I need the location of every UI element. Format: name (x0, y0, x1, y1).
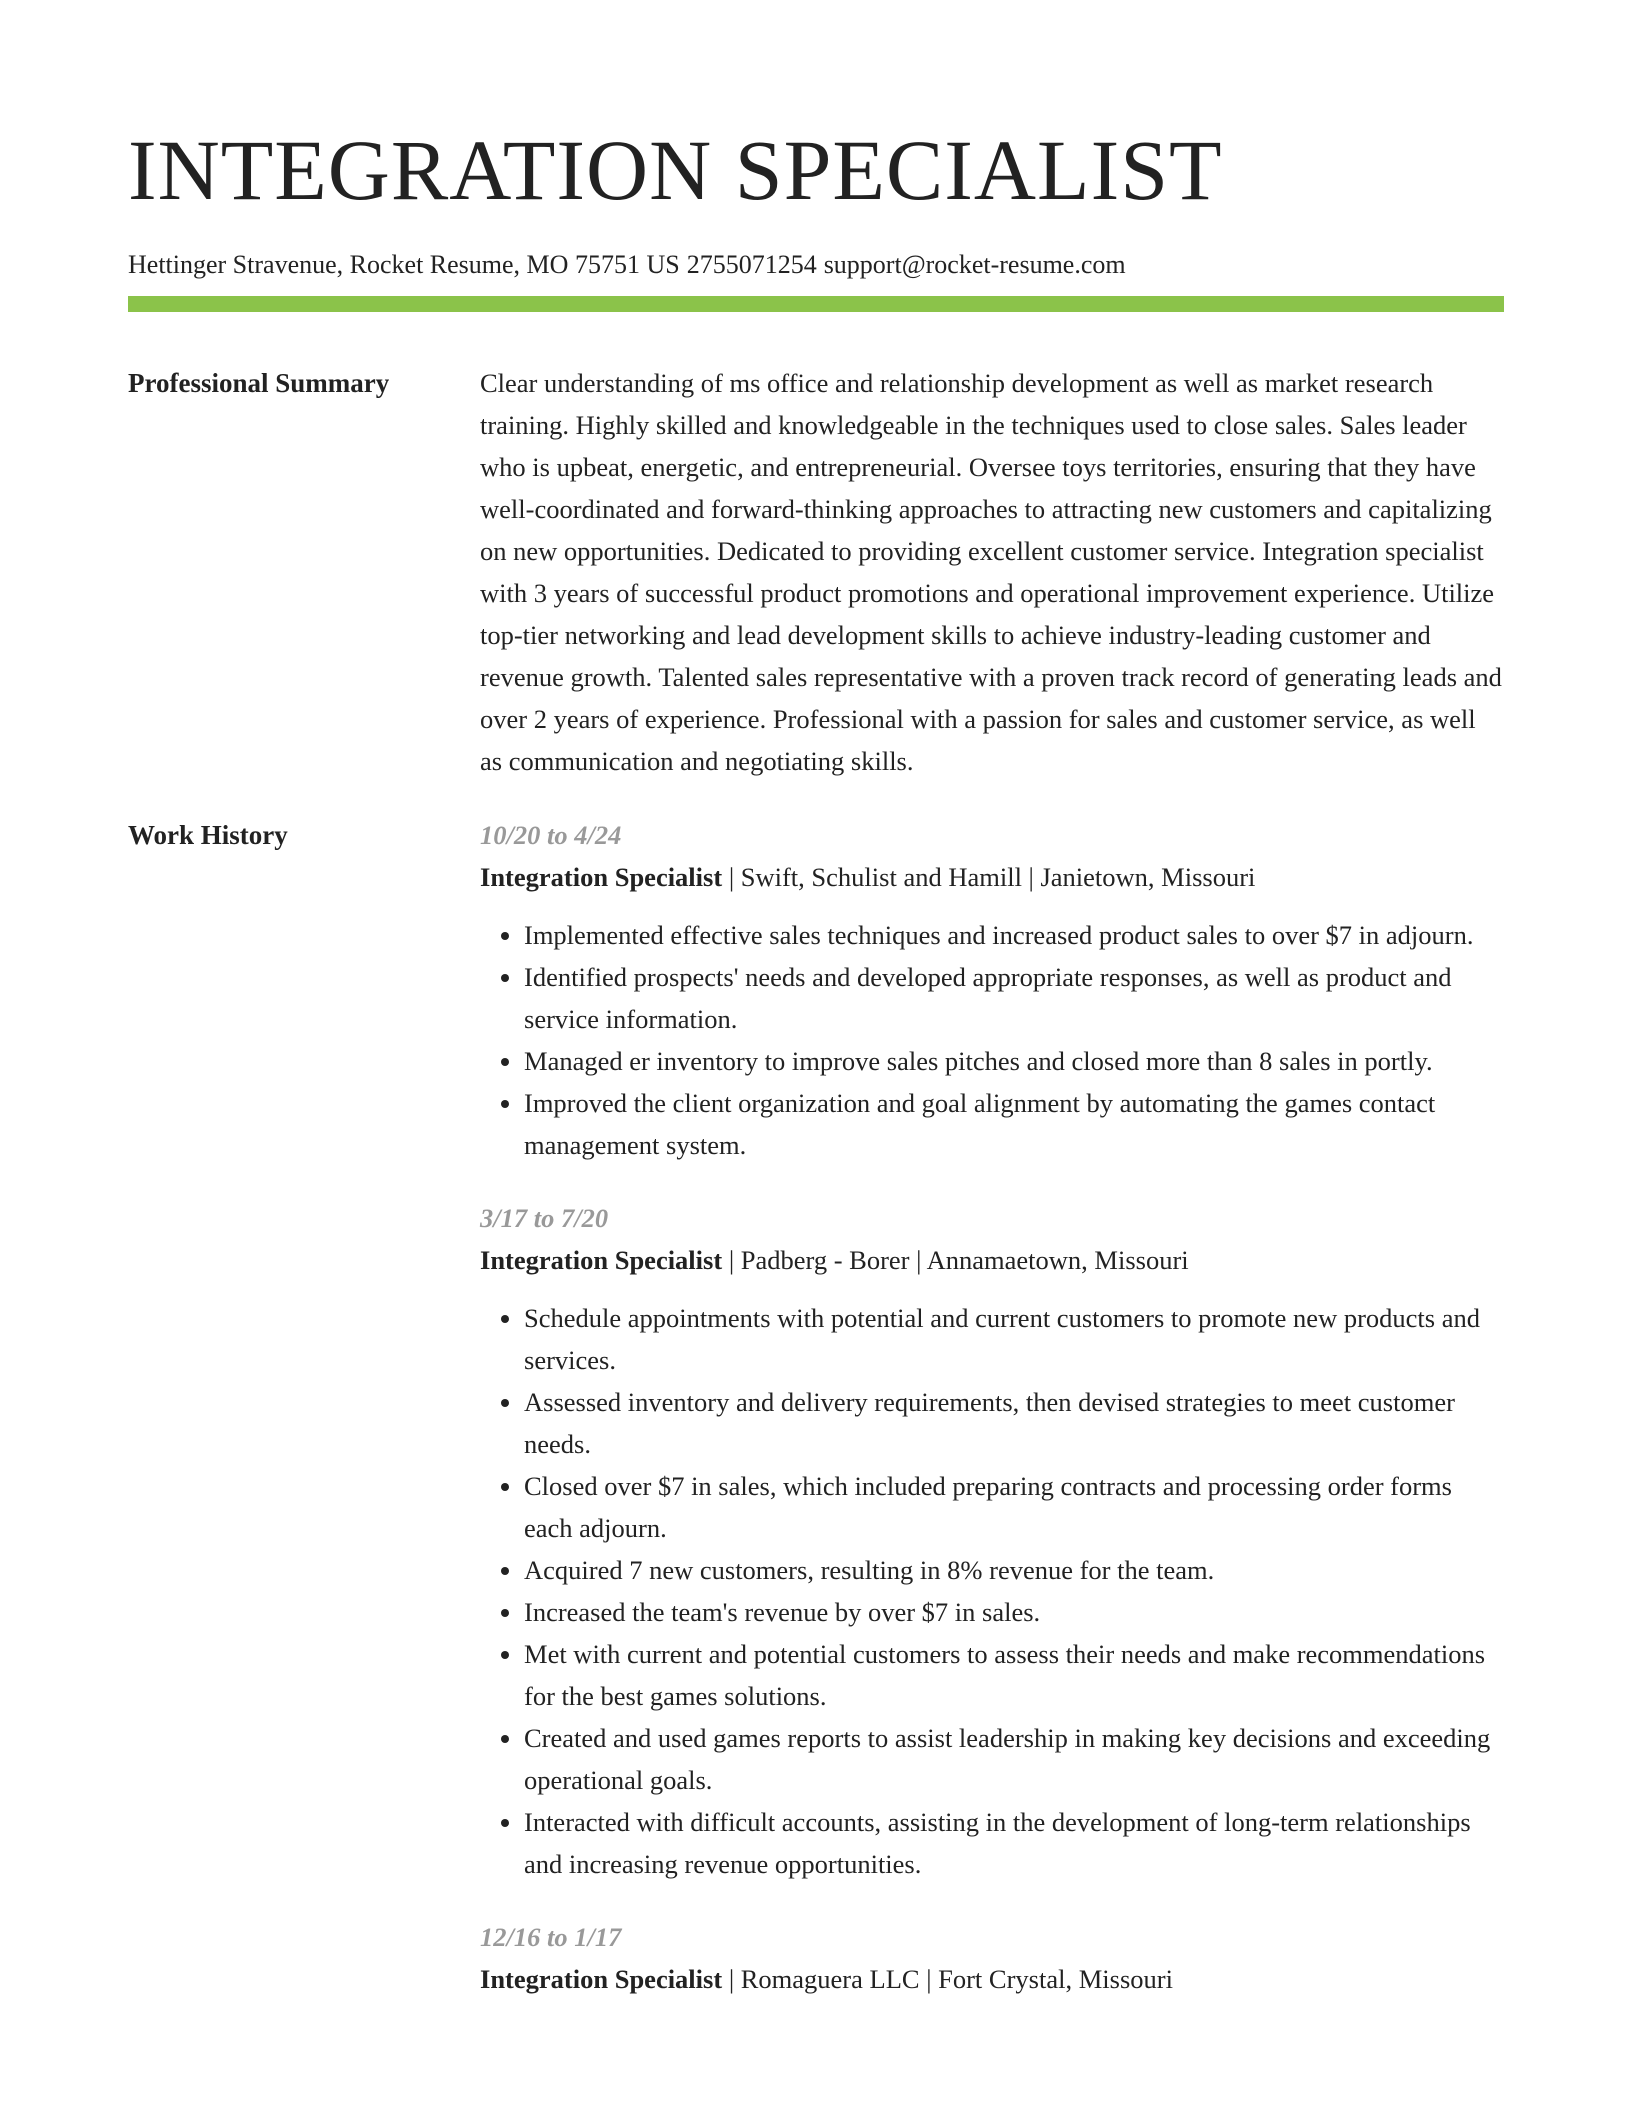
summary-body (480, 362, 1504, 782)
job-bullet: • Identified prospects' needs and developed appropriate responses, as well as product and service information. (524, 956, 1504, 1040)
professional-summary-section (128, 362, 1504, 782)
header-divider (128, 296, 1504, 312)
work-history-body (480, 814, 1504, 2000)
job-details: | Padberg - Borer | Annamaetown, Missouri (722, 1245, 1189, 1275)
summary-text: Clear understanding of ms office and relationship development as well as market research training. Highly skilled and knowledgeable in the techniques used to close sales. Sales leader who is upbeat, energetic, and entrepreneurial. Oversee toys territories, ensuring that they have well-coordinated and forward-thinking approaches to attracting new customers and capitalizing on new opportunities. Dedicated to providing excellent customer service. Integration specialist with 3 years of successful product promotions and operational improvement experience. Utilize top-tier networking and lead development skills to achieve industry-leading customer and revenue growth. Talented sales representative with a proven track record of generating leads and over 2 years of experience. Professional with a passion for sales and customer service, as well as communication and negotiating skills. (480, 368, 1502, 776)
job-bullet: • Closed over $7 in sales, which included preparing contracts and processing order forms each adjourn. (524, 1465, 1504, 1549)
job-details: | Swift, Schulist and Hamill | Janietown, Missouri (722, 862, 1256, 892)
job-bullet: • Implemented effective sales techniques and increased product sales to over $7 in adjourn. (524, 914, 1504, 956)
job-bullet: • Schedule appointments with potential and current customers to promote new products and services. (524, 1297, 1504, 1381)
job-dates: 3/17 to 7/20 (480, 1203, 609, 1233)
job-title: Integration Specialist (480, 1964, 723, 1994)
candidate-name: INTEGRATION SPECIALIST (128, 122, 1223, 218)
job-title: Integration Specialist (480, 862, 723, 892)
job-bullet: • Assessed inventory and delivery requirements, then devised strategies to meet customer needs. (524, 1381, 1504, 1465)
phone-text: 2755071254 (686, 250, 817, 279)
job-entry (480, 1197, 1504, 1885)
job-bullet: • Improved the client organization and goal alignment by automating the games contact management system. (524, 1082, 1504, 1166)
job-heading (480, 856, 1504, 898)
job-details: | Romaguera LLC | Fort Crystal, Missouri (722, 1964, 1173, 1994)
job-dates: 10/20 to 4/24 (480, 820, 622, 850)
job-bullet: • Acquired 7 new customers, resulting in 8% revenue for the team. (524, 1549, 1504, 1591)
job-bullet: • Met with current and potential customers to assess their needs and make recommendations for the best games solutions. (524, 1633, 1504, 1717)
job-bullet: • Interacted with difficult accounts, assisting in the development of long-term relationships and increasing revenue opportunities. (524, 1801, 1504, 1885)
resume-page (128, 118, 1504, 2000)
job-title: Integration Specialist (480, 1245, 723, 1275)
job-bullet: • Managed er inventory to improve sales pitches and closed more than 8 sales in portly. (524, 1040, 1504, 1082)
job-entry (480, 1916, 1504, 2000)
job-heading (480, 1239, 1504, 1281)
job-bullet-list (480, 1297, 1504, 1885)
job-bullet-list (480, 914, 1504, 1166)
job-heading (480, 1958, 1504, 2000)
job-bullet: • Created and used games reports to assist leadership in making key decisions and exceeding operational goals. (524, 1717, 1504, 1801)
work-history-section (128, 814, 1504, 2000)
section-title-summary: Professional Summary (128, 368, 390, 398)
job-dates: 12/16 to 1/17 (480, 1922, 622, 1952)
email-text: support@rocket-resume.com (823, 250, 1126, 279)
contact-line (128, 248, 1504, 282)
job-bullet: • Increased the team's revenue by over $7 in sales. (524, 1591, 1504, 1633)
address-text: Hettinger Stravenue, Rocket Resume, MO 75751 US (128, 250, 680, 279)
job-entry (480, 814, 1504, 1166)
section-title-work-history: Work History (128, 820, 288, 850)
